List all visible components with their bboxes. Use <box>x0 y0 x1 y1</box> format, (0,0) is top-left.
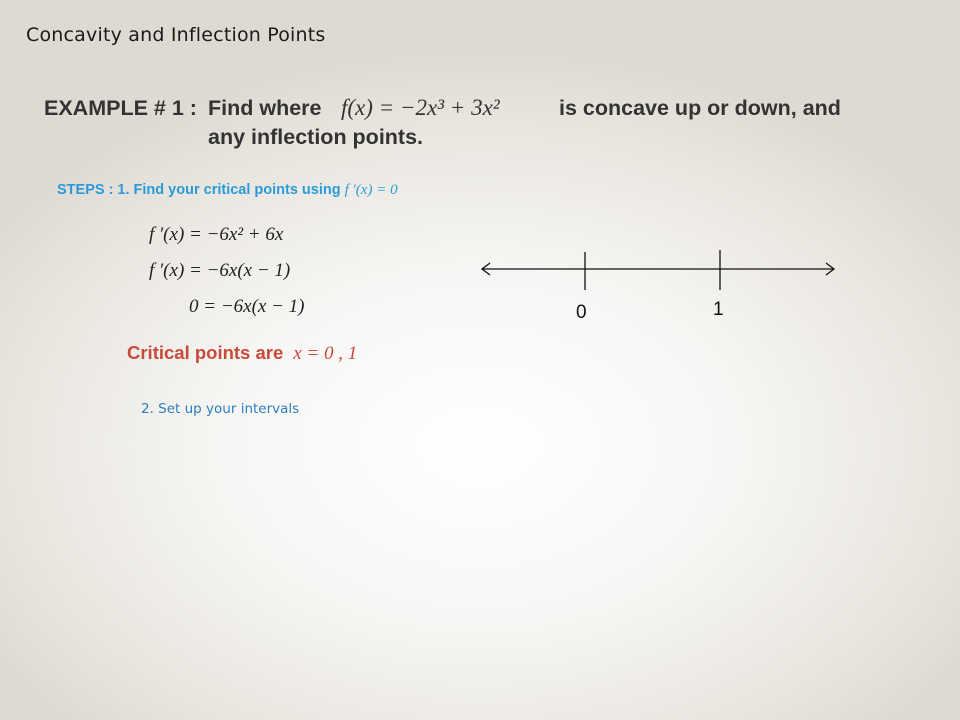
example-label: EXAMPLE # 1 : <box>44 96 197 120</box>
slide-title: Concavity and Inflection Points <box>26 24 326 46</box>
step-1-text: STEPS : 1. Find your critical points using <box>57 182 341 198</box>
example-find-text: Find where <box>208 96 322 120</box>
example-function: f(x) = −2x³ + 3x² <box>341 95 500 120</box>
critical-points-value: x = 0 , 1 <box>293 343 358 364</box>
tick-label-0: 0 <box>576 302 587 323</box>
step-2-text: 2. Set up your intervals <box>141 401 300 417</box>
factored-equation: f ′(x) = −6x(x − 1) <box>149 260 291 281</box>
critical-points <box>127 342 357 365</box>
number-line-svg <box>478 250 840 290</box>
critical-points-label: Critical points are <box>127 342 284 363</box>
derivative-equation: f ′(x) = −6x² + 6x <box>149 224 284 245</box>
zero-equation: 0 = −6x(x − 1) <box>189 296 305 317</box>
example-line2: any inflection points. <box>208 125 424 149</box>
tick-label-1: 1 <box>713 299 724 320</box>
step-1-heading <box>57 182 398 199</box>
example-tail-text: is concave up or down, and <box>559 96 841 120</box>
number-line <box>478 250 840 294</box>
step-1-condition: f ′(x) = 0 <box>344 182 398 198</box>
